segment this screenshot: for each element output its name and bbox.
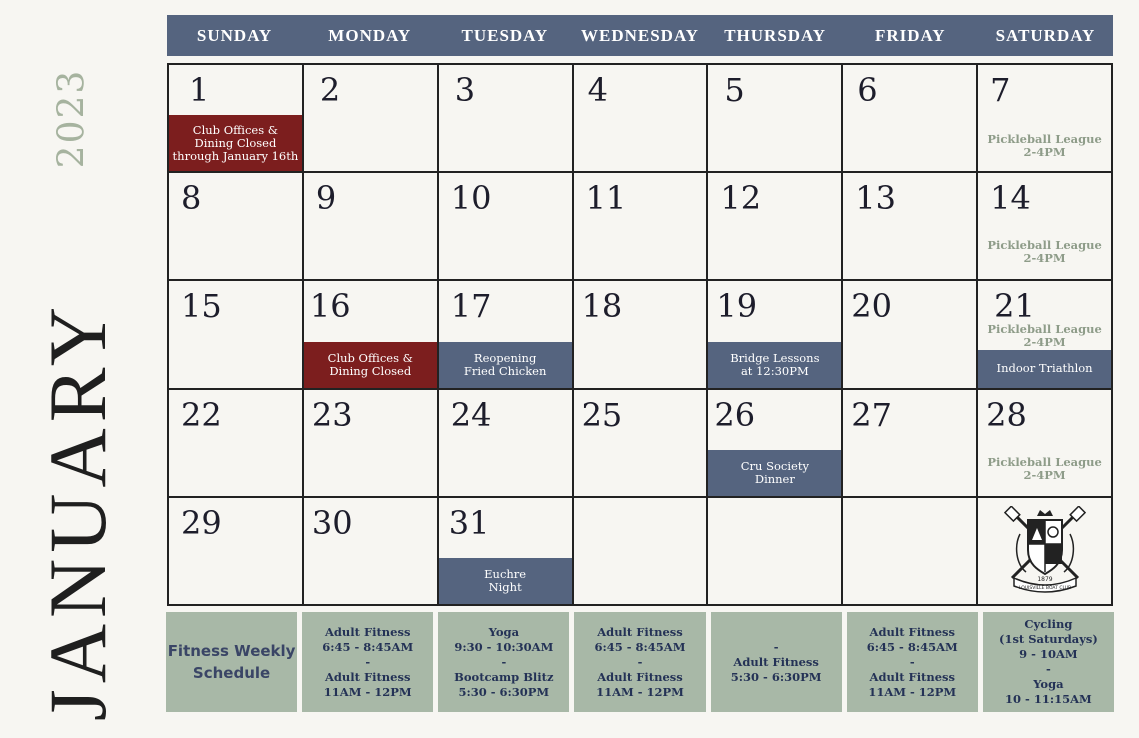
- empty-cell: [843, 498, 978, 606]
- day-cell[interactable]: [978, 65, 1113, 173]
- day-number: 4: [587, 71, 608, 109]
- day-number: 9: [315, 179, 337, 218]
- day-cell[interactable]: [169, 498, 304, 606]
- day-cell[interactable]: [843, 281, 978, 389]
- fitness-monday: Adult Fitness 6:45 - 8:45AM - Adult Fitness 11AM - 12PM: [302, 612, 433, 712]
- day-number: 18: [581, 287, 623, 326]
- calendar-grid: [167, 63, 1113, 606]
- day-cell[interactable]: [978, 281, 1113, 389]
- day-cell[interactable]: [843, 65, 978, 173]
- day-cell[interactable]: [169, 390, 304, 498]
- weekday-saturday: SATURDAY: [995, 25, 1096, 45]
- day-number: 7: [990, 71, 1011, 109]
- weekday-wednesday: WEDNESDAY: [581, 25, 699, 45]
- logo-year: 1879: [1037, 575, 1053, 583]
- event-closure[interactable]: Club Offices & Dining Closed: [304, 342, 437, 388]
- day-number: 17: [450, 287, 492, 326]
- event-cru-society-dinner[interactable]: Cru Society Dinner: [708, 450, 841, 496]
- day-number: 31: [448, 503, 490, 542]
- event-pickleball[interactable]: Pickleball League 2-4PM: [987, 454, 1102, 482]
- month-label: JANUARY: [32, 300, 124, 722]
- day-number: 28: [986, 395, 1027, 434]
- day-cell[interactable]: [574, 281, 709, 389]
- fitness-schedule: [166, 612, 1114, 712]
- day-cell[interactable]: [439, 390, 574, 498]
- day-cell[interactable]: [708, 173, 843, 281]
- day-cell[interactable]: [439, 498, 574, 606]
- day-number: 14: [990, 179, 1031, 218]
- event-closure[interactable]: Club Offices & Dining Closed through January 16th: [169, 115, 302, 171]
- weekday-thursday: THURSDAY: [724, 25, 827, 45]
- fitness-friday: Adult Fitness 6:45 - 8:45AM - Adult Fitness 11AM - 12PM: [847, 612, 978, 712]
- day-cell[interactable]: [169, 173, 304, 281]
- event-bridge-lessons[interactable]: Bridge Lessons at 12:30PM: [708, 342, 841, 388]
- day-number: 30: [311, 503, 353, 542]
- club-crest-logo: [1004, 506, 1086, 594]
- day-number: 5: [724, 71, 745, 109]
- day-number: 2: [319, 71, 341, 109]
- fitness-saturday: Cycling (1st Saturdays) 9 - 10AM - Yoga 10 - 11:15AM: [983, 612, 1114, 712]
- empty-cell: [708, 498, 843, 606]
- day-cell[interactable]: [439, 173, 574, 281]
- day-cell[interactable]: [574, 65, 709, 173]
- day-cell[interactable]: [708, 281, 843, 389]
- day-number: 25: [581, 395, 623, 434]
- day-cell[interactable]: [708, 65, 843, 173]
- month-label-container: [32, 300, 124, 722]
- day-number: 26: [714, 395, 756, 434]
- day-cell[interactable]: [304, 390, 439, 498]
- day-cell[interactable]: [574, 390, 709, 498]
- day-cell[interactable]: [304, 173, 439, 281]
- day-number: 22: [181, 395, 222, 434]
- weekday-header: [167, 15, 1113, 56]
- logo-name: LOUISVILLE BOAT CLUB: [1019, 585, 1072, 591]
- day-cell[interactable]: [843, 173, 978, 281]
- day-cell[interactable]: [304, 65, 439, 173]
- day-number: 3: [454, 71, 476, 109]
- day-number: 27: [851, 395, 892, 434]
- day-number: 24: [450, 395, 492, 434]
- day-cell[interactable]: [843, 390, 978, 498]
- fitness-wednesday: Adult Fitness 6:45 - 8:45AM - Adult Fitness 11AM - 12PM: [574, 612, 705, 712]
- day-cell[interactable]: [439, 281, 574, 389]
- day-cell[interactable]: [169, 281, 304, 389]
- weekday-monday: MONDAY: [328, 25, 412, 45]
- event-euchre-night[interactable]: Euchre Night: [439, 558, 572, 604]
- day-cell[interactable]: [304, 281, 439, 389]
- day-cell[interactable]: [978, 173, 1113, 281]
- day-number: 19: [716, 287, 758, 326]
- weekday-friday: FRIDAY: [875, 25, 946, 45]
- day-number: 21: [994, 287, 1035, 326]
- day-number: 29: [181, 503, 222, 542]
- day-cell[interactable]: [304, 498, 439, 606]
- empty-cell: [574, 498, 709, 606]
- event-pickleball[interactable]: Pickleball League 2-4PM: [987, 238, 1102, 266]
- day-number: 15: [181, 287, 222, 326]
- weekday-sunday: SUNDAY: [196, 25, 273, 45]
- event-reopening[interactable]: Reopening Fried Chicken: [439, 342, 572, 388]
- day-cell[interactable]: [439, 65, 574, 173]
- day-number: 10: [450, 179, 492, 218]
- fitness-tuesday: Yoga 9:30 - 10:30AM - Bootcamp Blitz 5:30 - 6:30PM: [438, 612, 569, 712]
- event-indoor-triathlon[interactable]: Indoor Triathlon: [978, 350, 1111, 388]
- day-number: 11: [585, 179, 627, 218]
- fitness-schedule-title: Fitness Weekly Schedule: [166, 612, 297, 712]
- day-number: 8: [181, 179, 202, 218]
- day-cell[interactable]: [574, 173, 709, 281]
- year-label-container: [52, 60, 92, 176]
- day-cell[interactable]: [169, 65, 304, 173]
- event-pickleball[interactable]: Pickleball League 2-4PM: [987, 322, 1102, 350]
- day-cell[interactable]: [708, 390, 843, 498]
- day-cell[interactable]: [978, 390, 1113, 498]
- day-number: 6: [857, 71, 878, 109]
- logo-cell: [978, 498, 1113, 606]
- day-number: 23: [311, 395, 353, 434]
- weekday-tuesday: TUESDAY: [461, 25, 549, 45]
- event-pickleball[interactable]: Pickleball League 2-4PM: [987, 132, 1102, 160]
- fitness-thursday: - Adult Fitness 5:30 - 6:30PM: [711, 612, 842, 712]
- day-number: 20: [851, 287, 892, 326]
- day-number: 16: [309, 287, 351, 326]
- day-number: 1: [189, 71, 210, 109]
- day-number: 12: [720, 179, 762, 218]
- day-number: 13: [855, 179, 896, 218]
- year-label: 2023: [51, 68, 93, 168]
